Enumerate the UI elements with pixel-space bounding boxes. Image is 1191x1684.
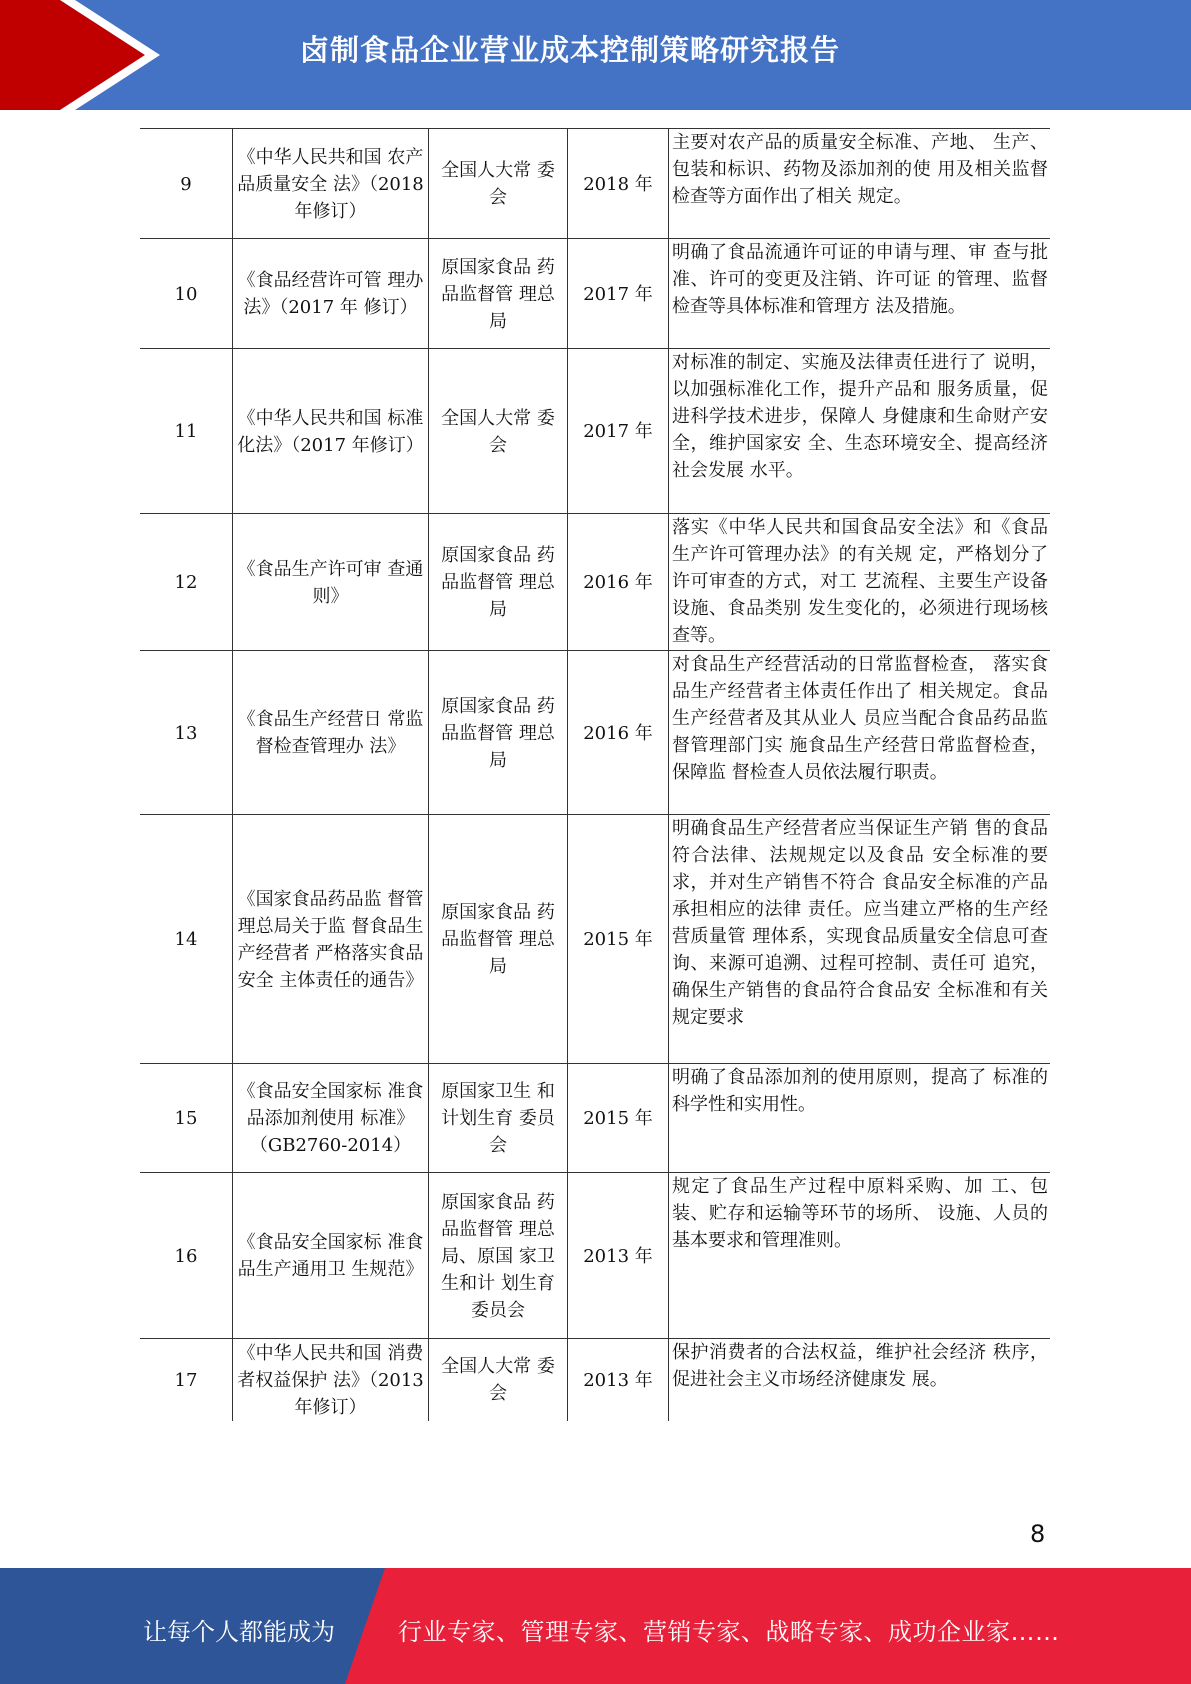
issuing-authority-text: 原国家食品 药品监督管 理总局 xyxy=(441,256,555,332)
row-number-text: 15 xyxy=(174,1108,198,1129)
issuing-authority xyxy=(428,1339,567,1421)
issuing-authority-text: 原国家食品 药品监督管 理总局 xyxy=(441,545,555,620)
regulation-description xyxy=(668,349,1050,514)
issuing-authority xyxy=(428,129,567,239)
regulation-name-text: 《食品生产经营日 常监督检查管理办 法》 xyxy=(237,709,424,757)
issuing-authority xyxy=(428,514,567,651)
footer-slogan-right: 行业专家、管理专家、营销专家、战略专家、成功企业家…… xyxy=(398,1618,1060,1646)
regulation-description xyxy=(668,1173,1050,1339)
issue-year xyxy=(567,239,668,349)
issuing-authority xyxy=(428,1064,567,1173)
table-row xyxy=(140,1172,1050,1339)
regulation-name-text: 《中华人民共和国 农产品质量安全 法》（2018 年修订） xyxy=(237,146,424,222)
row-number-text: 9 xyxy=(180,173,192,195)
issue-year-text: 2013 年 xyxy=(583,1369,653,1391)
issue-year-text: 2013 年 xyxy=(583,1245,653,1267)
row-number xyxy=(140,514,232,651)
issuing-authority xyxy=(428,349,567,514)
regulation-name-text: 《中华人民共和国 消费者权益保护 法》（2013 年修订） xyxy=(237,1342,424,1418)
issue-year-text: 2016 年 xyxy=(583,722,653,744)
regulation-description-text: 规定了食品生产过程中原料采购、加 工、包装、贮存和运输等环节的场所、 设施、人员的基本要求和管理准则。 xyxy=(672,1176,1048,1251)
issue-year-text: 2015 年 xyxy=(583,929,653,950)
row-number-text: 14 xyxy=(174,929,198,950)
row-number-text: 16 xyxy=(174,1245,198,1267)
regulation-description-text: 明确食品生产经营者应当保证生产销 售的食品符合法律、法规规定以及食品 安全标准的要求，并对生产销售不符合 食品安全标准的产品承担相应的法律 责任。应当建立严格的生产经营质量管 理体系，实现食品质量安全信息可查 询、来源可追溯、过程可控制、责任可 追究，确保生产销售的食品符合食品安 全标准和有关规定要求 xyxy=(672,818,1048,1028)
issue-year-text: 2018 年 xyxy=(583,173,653,195)
row-number xyxy=(140,129,232,239)
regulation-name xyxy=(232,239,428,349)
regulation-name xyxy=(232,651,428,815)
issue-year xyxy=(567,349,668,514)
regulation-name xyxy=(232,1064,428,1173)
table-row xyxy=(140,128,1050,239)
row-number xyxy=(140,239,232,349)
regulation-description xyxy=(668,815,1050,1064)
table-row xyxy=(140,513,1050,651)
report-title: 卤制食品企业营业成本控制策略研究报告 xyxy=(300,33,841,67)
issue-year xyxy=(567,1064,668,1173)
issuing-authority xyxy=(428,1173,567,1339)
regulation-name-text: 《食品生产许可审 查通则》 xyxy=(237,558,424,607)
row-number xyxy=(140,815,232,1064)
issuing-authority xyxy=(428,651,567,815)
issue-year xyxy=(567,1173,668,1339)
issuing-authority-text: 原国家卫生 和计划生育 委员会 xyxy=(441,1081,555,1156)
table-row xyxy=(140,1063,1050,1173)
issue-year-text: 2016 年 xyxy=(583,572,653,593)
issuing-authority xyxy=(428,239,567,349)
issue-year xyxy=(567,815,668,1064)
row-number xyxy=(140,349,232,514)
issuing-authority-text: 全国人大常 委会 xyxy=(441,160,555,208)
issuing-authority-text: 全国人大常 委会 xyxy=(441,1356,555,1404)
regulation-name xyxy=(232,129,428,239)
regulation-description-text: 保护消费者的合法权益，维护社会经济 秩序，促进社会主义市场经济健康发 展。 xyxy=(672,1342,1048,1390)
regulation-name-text: 《国家食品药品监 督管理总局关于监 督食品生产经营者 严格落实食品安全 主体责任的通告》 xyxy=(237,888,424,991)
regulation-name-text: 《食品安全国家标 准食品生产通用卫 生规范》 xyxy=(237,1232,424,1280)
regulation-name xyxy=(232,1339,428,1421)
row-number xyxy=(140,1173,232,1339)
row-number xyxy=(140,1064,232,1173)
row-number-text: 17 xyxy=(174,1369,198,1391)
regulation-description xyxy=(668,514,1050,651)
row-number xyxy=(140,651,232,815)
regulation-description-text: 明确了食品流通许可证的申请与理、审 查与批准、许可的变更及注销、许可证 的管理、监督检查等具体标准和管理方 法及措施。 xyxy=(672,242,1048,317)
issue-year-text: 2017 年 xyxy=(583,421,653,442)
regulation-description-text: 主要对农产品的质量安全标准、产地、 生产、包装和标识、药物及添加剂的使 用及相关监督检查等方面作出了相关 规定。 xyxy=(672,132,1048,207)
footer-slogan-left: 让每个人都能成为 xyxy=(143,1618,335,1646)
regulation-description xyxy=(668,651,1050,815)
table-row xyxy=(140,238,1050,349)
row-number-text: 13 xyxy=(174,722,198,744)
row-number-text: 11 xyxy=(174,421,198,442)
regulation-description xyxy=(668,1339,1050,1421)
issuing-authority-text: 原国家食品 药品监督管 理总局 xyxy=(441,902,555,977)
issuing-authority-text: 原国家食品 药品监督管 理总局 xyxy=(441,695,555,771)
issue-year xyxy=(567,651,668,815)
regulation-description xyxy=(668,239,1050,349)
issue-year xyxy=(567,1339,668,1421)
regulation-description-text: 明确了食品添加剂的使用原则，提高了 标准的科学性和实用性。 xyxy=(672,1067,1048,1115)
table-row xyxy=(140,650,1050,815)
table-row xyxy=(140,814,1050,1064)
regulation-name xyxy=(232,1173,428,1339)
row-number xyxy=(140,1339,232,1421)
regulation-name xyxy=(232,815,428,1064)
issue-year xyxy=(567,129,668,239)
regulation-name-text: 《食品安全国家标 准食品添加剂使用 标准》（GB2760-2014） xyxy=(237,1081,424,1156)
issuing-authority xyxy=(428,815,567,1064)
regulation-name-text: 《中华人民共和国 标准化法》（2017 年修订） xyxy=(237,407,424,456)
issuing-authority-text: 原国家食品 药品监督管 理总局、原国 家卫生和计 划生育委员会 xyxy=(441,1191,555,1321)
regulation-name xyxy=(232,514,428,651)
regulation-name-text: 《食品经营许可管 理办法》（2017 年 修订） xyxy=(237,270,424,318)
row-number-text: 10 xyxy=(174,283,198,305)
regulation-description-text: 对标准的制定、实施及法律责任进行了 说明，以加强标准化工作，提升产品和 服务质量，促进科学技术进步，保障人 身健康和生命财产安全，维护国家安 全、生态环境安全、提高经济社会发展 水平。 xyxy=(672,352,1048,481)
regulation-name xyxy=(232,349,428,514)
row-number-text: 12 xyxy=(174,572,198,593)
regulation-description xyxy=(668,129,1050,239)
issue-year-text: 2017 年 xyxy=(583,283,653,305)
page-number: 8 xyxy=(1030,1520,1046,1548)
table-row xyxy=(140,348,1050,514)
issue-year xyxy=(567,514,668,651)
regulation-description xyxy=(668,1064,1050,1173)
issuing-authority-text: 全国人大常 委会 xyxy=(441,407,555,456)
issue-year-text: 2015 年 xyxy=(583,1108,653,1129)
regulation-description-text: 对食品生产经营活动的日常监督检查， 落实食品生产经营者主体责任作出了 相关规定。食品生产经营者及其从业人 员应当配合食品药品监督管理部门实 施食品生产经营日常监督检查，保障监 督检查人员依法履行职责。 xyxy=(672,654,1048,783)
table-row xyxy=(140,1338,1050,1421)
regulation-description-text: 落实《中华人民共和国食品安全法》和《食品生产许可管理办法》的有关规 定，严格划分了许可审查的方式，对工 艺流程、主要生产设备设施、食品类别 发生变化的，必须进行现场核查等。 xyxy=(672,517,1048,646)
